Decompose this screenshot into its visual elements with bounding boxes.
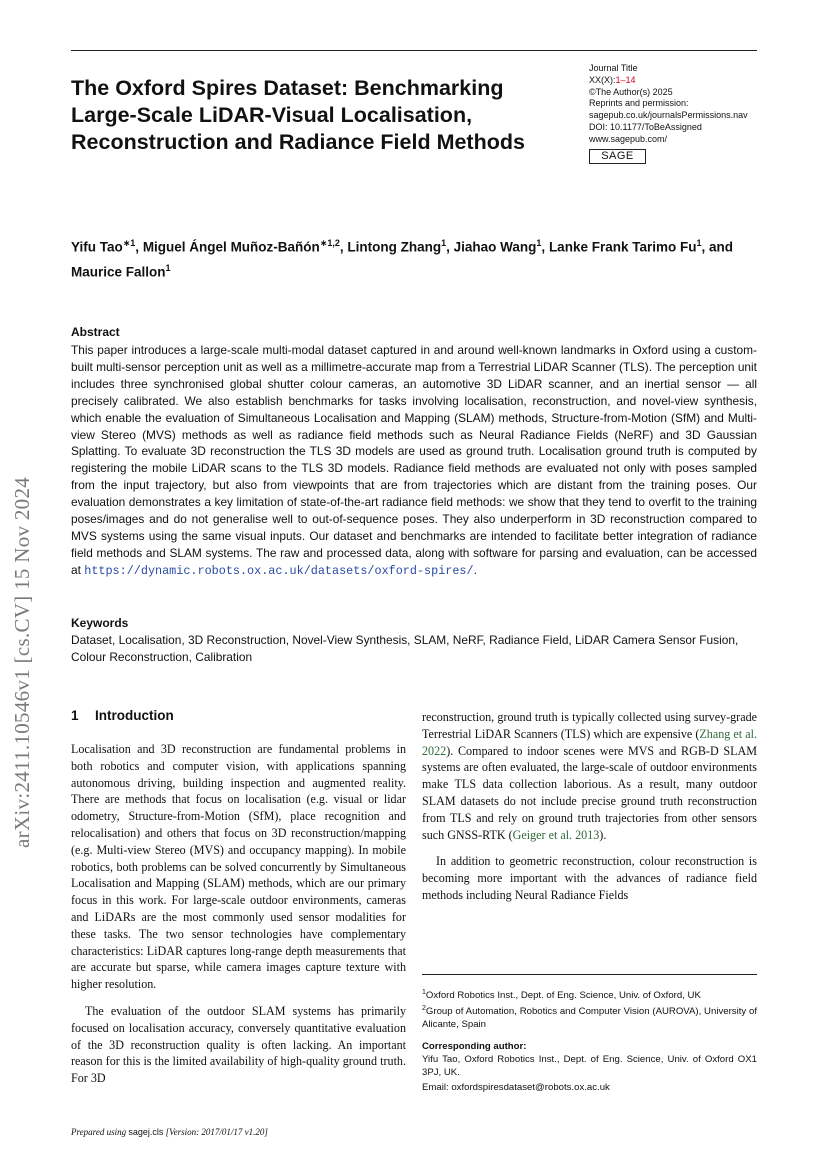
journal-info [589, 63, 769, 164]
footnote-1-mark: 1 [422, 989, 426, 996]
intro-paragraph-4: In addition to geometric reconstruction, colour reconstruction is becoming more important with the advances of radiance field methods including Neural Radiance Fields [422, 854, 757, 902]
keywords-text: Dataset, Localisation, 3D Reconstruction, Novel-View Synthesis, SLAM, NeRF, Radiance Field, LiDAR Camera Sensor Fusion, Colour Reconstruction, Calibration [71, 633, 739, 664]
author-list [71, 233, 751, 282]
citation-geiger-2013[interactable]: Geiger et al. 2013 [512, 827, 600, 842]
footnote-2-mark: 2 [422, 1005, 426, 1013]
author-affiliation: ∗1 [122, 238, 136, 248]
footnote-2 [422, 1002, 757, 1031]
intro-number: 1 [71, 708, 79, 723]
corresponding-email[interactable]: Email: oxfordspiresdataset@robots.ox.ac.uk [422, 1082, 610, 1094]
author-name: Lintong Zhang [347, 239, 442, 255]
footnote-1 [422, 986, 757, 1002]
journal-doi: DOI: 10.1177/ToBeAssigned [589, 121, 702, 132]
author-affiliation: 1 [441, 238, 447, 248]
author-name: Miguel Ángel Muñoz-Bañón [142, 239, 320, 255]
journal-volume [589, 75, 769, 87]
citation-zhang-2022[interactable]: Zhang et al. 2022 [422, 726, 757, 758]
p3-text-b: ). Compared to indoor scenes were MVS and RGB-D SLAM systems are often evaluated, the large-scale of outdoor environments make TLS data collection laborious. As a result, many outdoor SLAM datasets do not include precise ground truth reconstruction from TLS and rely on ground truth trajectories from other sensors such GNSS-RTK ( [422, 743, 757, 842]
corresponding-author-heading: Corresponding author: [422, 1041, 527, 1053]
prepared-using-footer [71, 1127, 268, 1137]
cls-name: sagej.cls [128, 1127, 164, 1137]
author-name: Maurice Fallon [71, 264, 166, 279]
abstract-text [71, 342, 757, 580]
paper-title: The Oxford Spires Dataset: Benchmarking Large-Scale LiDAR-Visual Localisation, Reconstruction and Radiance Field Methods [71, 76, 525, 154]
journal-permissions-url[interactable]: sagepub.co.uk/journalsPermissions.nav [589, 110, 748, 121]
right-column [422, 709, 757, 904]
p3-text-c: ). [599, 827, 607, 842]
arxiv-stamp: arXiv:2411.10546v1 [cs.CV] 15 Nov 2024 [10, 476, 34, 848]
journal-volume-prefix: XX(X): [589, 74, 616, 85]
footnotes [422, 986, 757, 1094]
intro-heading [71, 708, 174, 723]
journal-copyright: ©The Author(s) 2025 [589, 86, 673, 97]
intro-paragraph-2: The evaluation of the outdoor SLAM systems has primarily focused on localisation accuracy, conversely quantitative evaluation of the 3D reconstruction quality is often lacking. An important reason for this is the limited availability of high-quality ground truth. For 3D [71, 1003, 406, 1086]
journal-pages-link[interactable]: 1–14 [615, 74, 636, 85]
author-name: Jiahao Wang [453, 239, 537, 255]
author-separator: , [339, 239, 348, 255]
journal-title: Journal Title [589, 63, 638, 73]
corresponding-author-text: Yifu Tao, Oxford Robotics Inst., Dept. of Eng. Science, Univ. of Oxford OX1 3PJ, UK. [422, 1054, 757, 1079]
footnote-1-text: Oxford Robotics Inst., Dept. of Eng. Science, Univ. of Oxford, UK [425, 990, 701, 1002]
journal-website[interactable]: www.sagepub.com/ [589, 133, 668, 144]
abstract-body-text: This paper introduces a large-scale multi-modal dataset captured in and around well-known landmarks in Oxford using a custom-built multi-sensor perception unit as well as a millimetre-accurate map from a Terrestrial LiDAR Scanner (TLS). The perception unit includes three synchronised global shutter colour cameras, an automotive 3D LiDAR scanner, and an inertial sensor — all precisely calibrated. We also establish benchmarks for tasks involving localisation, reconstruction, and novel-view synthesis, which enable the evaluation of Simultaneous Localisation and Mapping (SLAM) methods, Structure-from-Motion (SfM) and Multi-view Stereo (MVS) methods as well as radiance field methods such as Neural Radiance Fields (NeRF) and 3D Gaussian Splatting. To evaluate 3D reconstruction the TLS 3D models are used as ground truth. Localisation ground truth is computed by registering the mobile LiDAR scans to the TLS 3D models. Radiance field methods are evaluated not only with poses sampled from the input trajectory, but also from viewpoints that are from trajectories which are distant from the training poses. Our evaluation demonstrates a key limitation of state-of-the-art radiance field methods: we show that they tend to overfit to the training poses/images and do not generalise well to out-of-sequence poses. They also underperform in 3D reconstruction compared to MVS systems using the same visual inputs. Our dataset and benchmarks are intended to facilitate better integration of radiance field methods and SLAM systems. The raw and processed data, along with software for parsing and evaluation, can be accessed at [71, 343, 757, 577]
abstract-heading: Abstract [71, 325, 120, 339]
author-separator: , [541, 239, 549, 255]
author-name: Lanke Frank Tarimo Fu [548, 239, 697, 255]
keywords-heading: Keywords [71, 616, 129, 630]
author-separator: , [446, 239, 454, 255]
footnote-2-text: Group of Automation, Robotics and Computer Vision (AUROVA), University of Alicante, Spain [422, 1006, 757, 1031]
intro-paragraph-3 [422, 709, 757, 843]
author-separator: , [135, 239, 143, 255]
p3-text-a: reconstruction, ground truth is typically collected using survey-grade Terrestrial LiDAR Scanners (TLS) which are expensive ( [422, 710, 757, 741]
author-name: Yifu Tao [71, 239, 123, 255]
top-rule [71, 50, 757, 51]
author-separator: , and [701, 239, 733, 255]
footnote-rule [422, 974, 757, 975]
author-affiliation: 1 [536, 238, 542, 248]
intro-paragraph-1: Localisation and 3D reconstruction are fundamental problems in both robotics and computer vision, with applications spanning autonomous driving, building inspection and augmented reality. There are methods that focus on localisation (e.g. visual or lidar odometry, Structure-from-Motion (SfM), place recognition and relocalisation) and others that focus on 3D reconstruction/mapping (e.g. Multi-view Stereo (MVS) and occupancy mapping). In mobile robotics, both problems can be solved concurrently by Simultaneous Localisation and Mapping (SLAM) methods, which are our primary focus in this work. For large-scale outdoor environments, cameras and LiDARs are the most commonly used sensor modalities for these tasks. The two sensor technologies have complementary characteristics: LiDAR captures long-range depth measurements that are accurate but sparse, while camera images capture texture with higher resolution. [71, 742, 406, 992]
author-affiliation: ∗1,2 [319, 238, 340, 248]
left-column [71, 741, 406, 1087]
author-affiliation: 1 [165, 262, 171, 273]
cls-version: [Version: 2017/01/17 v1.20] [163, 1127, 268, 1137]
journal-reprints: Reprints and permission: [589, 98, 689, 109]
abstract-end: . [473, 562, 477, 577]
intro-title: Introduction [95, 708, 174, 723]
dataset-url-link[interactable]: https://dynamic.robots.ox.ac.uk/datasets/oxford-spires/ [84, 563, 474, 578]
author-affiliation: 1 [696, 238, 702, 248]
sage-logo: SAGE [589, 149, 646, 164]
prepared-prefix: Prepared using [71, 1127, 129, 1137]
